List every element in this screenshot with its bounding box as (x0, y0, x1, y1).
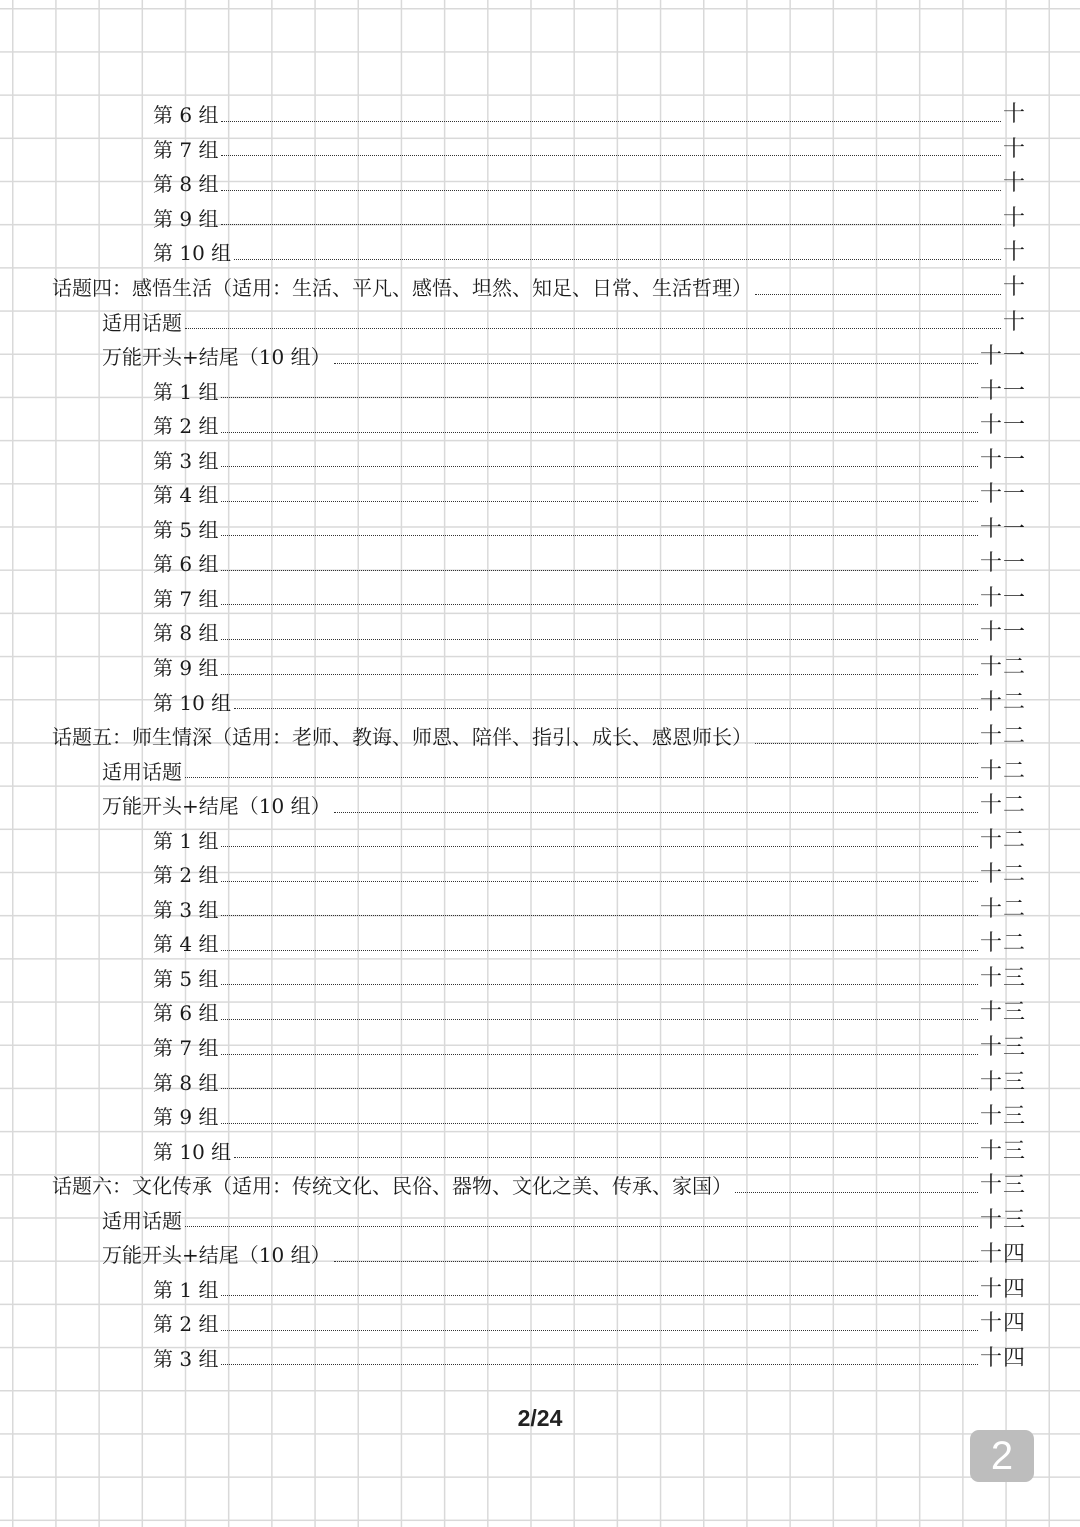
toc-dot-leader (221, 424, 978, 433)
toc-dot-leader (185, 769, 978, 778)
toc-entry (0, 1307, 1080, 1342)
toc-entry (0, 1031, 1080, 1066)
toc-entry (0, 1134, 1080, 1169)
toc-entry (0, 893, 1080, 928)
toc-dot-leader (221, 631, 978, 640)
toc-entry-page: 十一 (979, 516, 1026, 542)
toc-entry-label: 话题六：文化传承（适用：传统文化、民俗、器物、文化之美、传承、家国） (52, 1174, 732, 1199)
toc-entry-label: 第 3 组 (153, 448, 219, 473)
toc-entry-page: 十四 (979, 1311, 1026, 1337)
toc-dot-leader (221, 873, 978, 882)
toc-dot-leader (221, 942, 978, 951)
toc-entry (0, 858, 1080, 893)
toc-entry (0, 98, 1080, 133)
toc-entry-page: 十四 (979, 1276, 1026, 1302)
toc-entry-label: 第 7 组 (153, 586, 219, 611)
toc-entry-label: 第 1 组 (153, 1277, 219, 1302)
toc-entry-label: 第 10 组 (153, 241, 232, 266)
toc-entry-label: 第 9 组 (153, 1105, 219, 1130)
toc-entry-page: 十二 (979, 931, 1026, 957)
toc-entry-label: 适用话题 (102, 1208, 182, 1233)
toc-dot-leader (221, 666, 978, 675)
toc-entry (0, 1100, 1080, 1135)
toc-dot-leader (221, 527, 978, 536)
toc-entry (0, 1204, 1080, 1239)
toc-dot-leader (221, 1115, 978, 1124)
toc-entry-page: 十一 (979, 482, 1026, 508)
toc-entry-page: 十二 (979, 862, 1026, 888)
toc-entry-page: 十三 (979, 1138, 1026, 1164)
toc-entry-label: 第 7 组 (153, 1036, 219, 1061)
toc-entry (0, 927, 1080, 962)
toc-entry-label: 第 5 组 (153, 966, 219, 991)
toc-dot-leader (334, 1253, 978, 1262)
toc-entry-label: 第 7 组 (153, 137, 219, 162)
toc-entry-page: 十四 (979, 1345, 1026, 1371)
toc-entry-label: 第 4 组 (153, 932, 219, 957)
toc-dot-leader (221, 493, 978, 502)
toc-dot-leader (234, 251, 1001, 260)
toc-dot-leader (221, 907, 978, 916)
toc-dot-leader (221, 1356, 978, 1365)
toc-entry (0, 409, 1080, 444)
toc-entry-page: 十三 (979, 1207, 1026, 1233)
toc-entry-page: 十一 (979, 344, 1026, 370)
toc-entry (0, 996, 1080, 1031)
toc-entry-label: 万能开头+结尾（10 组） (102, 794, 331, 819)
toc-entry-label: 第 2 组 (153, 414, 219, 439)
toc-entry-page: 十一 (979, 620, 1026, 646)
toc-entry-page: 十二 (979, 689, 1026, 715)
toc-entry-page: 十一 (979, 551, 1026, 577)
toc-entry-label: 第 2 组 (153, 1312, 219, 1337)
toc-entry (0, 271, 1080, 306)
toc-entry (0, 720, 1080, 755)
toc-entry (0, 202, 1080, 237)
toc-entry-page: 十 (1002, 136, 1026, 162)
toc-entry-label: 万能开头+结尾（10 组） (102, 1243, 331, 1268)
toc-entry-page: 十二 (979, 793, 1026, 819)
toc-entry-label: 第 2 组 (153, 863, 219, 888)
toc-entry-page: 十二 (979, 758, 1026, 784)
toc-entry (0, 167, 1080, 202)
toc-entry-page: 十 (1002, 309, 1026, 335)
toc-dot-leader (221, 1011, 978, 1020)
toc-entry (0, 651, 1080, 686)
toc-entry-label: 第 10 组 (153, 690, 232, 715)
toc-entry-page: 十 (1002, 171, 1026, 197)
toc-dot-leader (221, 389, 978, 398)
toc-dot-leader (221, 1287, 978, 1296)
toc-dot-leader (234, 700, 978, 709)
toc-entry-page: 十一 (979, 447, 1026, 473)
toc-entry-label: 第 1 组 (153, 828, 219, 853)
toc-entry-page: 十 (1002, 275, 1026, 300)
toc-entry-label: 第 6 组 (153, 552, 219, 577)
toc-dot-leader (755, 735, 978, 744)
toc-entry-page: 十三 (979, 1104, 1026, 1130)
toc-entry (0, 547, 1080, 582)
toc-entry (0, 754, 1080, 789)
toc-entry (0, 340, 1080, 375)
toc-entry (0, 1169, 1080, 1204)
table-of-contents (0, 98, 1080, 1376)
toc-entry-label: 第 8 组 (153, 1070, 219, 1095)
toc-dot-leader (221, 113, 1001, 122)
toc-entry-label: 第 8 组 (153, 172, 219, 197)
toc-dot-leader (221, 562, 978, 571)
toc-dot-leader (221, 216, 1001, 225)
toc-entry (0, 1273, 1080, 1308)
toc-entry-page: 十一 (979, 585, 1026, 611)
toc-entry-page: 十三 (979, 965, 1026, 991)
toc-entry-label: 万能开头+结尾（10 组） (102, 345, 331, 370)
toc-entry-label: 第 8 组 (153, 621, 219, 646)
toc-dot-leader (221, 1046, 978, 1055)
toc-entry-label: 第 10 组 (153, 1139, 232, 1164)
toc-dot-leader (221, 147, 1001, 156)
toc-dot-leader (221, 182, 1001, 191)
toc-entry (0, 616, 1080, 651)
toc-entry-page: 十二 (979, 896, 1026, 922)
toc-entry-label: 第 6 组 (153, 103, 219, 128)
toc-dot-leader (221, 458, 978, 467)
toc-dot-leader (755, 286, 1001, 295)
toc-entry (0, 443, 1080, 478)
toc-dot-leader (735, 1184, 978, 1193)
toc-entry-page: 十四 (979, 1242, 1026, 1268)
toc-entry (0, 1065, 1080, 1100)
toc-entry (0, 236, 1080, 271)
toc-entry (0, 1342, 1080, 1377)
toc-dot-leader (185, 1218, 978, 1227)
toc-dot-leader (234, 1149, 978, 1158)
page-badge: 2 (970, 1430, 1034, 1482)
toc-entry-page: 十二 (979, 724, 1026, 750)
toc-entry (0, 789, 1080, 824)
toc-entry-label: 适用话题 (102, 759, 182, 784)
toc-entry-label: 第 3 组 (153, 897, 219, 922)
toc-dot-leader (221, 1080, 978, 1089)
toc-entry (0, 823, 1080, 858)
toc-dot-leader (185, 320, 1001, 329)
toc-dot-leader (334, 804, 978, 813)
toc-entry-page: 十一 (979, 413, 1026, 439)
toc-entry-page: 十二 (979, 827, 1026, 853)
toc-entry-page: 十三 (979, 1173, 1026, 1199)
toc-entry (0, 1238, 1080, 1273)
toc-entry (0, 133, 1080, 168)
toc-entry (0, 685, 1080, 720)
toc-entry-label: 第 3 组 (153, 1346, 219, 1371)
toc-entry-label: 第 4 组 (153, 483, 219, 508)
toc-entry (0, 513, 1080, 548)
toc-entry-page: 十一 (979, 378, 1026, 404)
toc-entry-page: 十 (1002, 102, 1026, 128)
toc-entry-label: 第 9 组 (153, 206, 219, 231)
toc-entry-label: 适用话题 (102, 310, 182, 335)
toc-entry-label: 话题五：师生情深（适用：老师、教诲、师恩、陪伴、指引、成长、感恩师长） (52, 725, 752, 750)
toc-dot-leader (221, 838, 978, 847)
toc-dot-leader (221, 1322, 978, 1331)
toc-entry (0, 374, 1080, 409)
toc-entry-page: 十二 (979, 655, 1026, 681)
toc-entry-page: 十三 (979, 1069, 1026, 1095)
page-number: 2/24 (517, 1405, 563, 1431)
toc-entry (0, 962, 1080, 997)
toc-entry (0, 305, 1080, 340)
toc-dot-leader (221, 596, 978, 605)
toc-dot-leader (221, 976, 978, 985)
toc-entry-page: 十 (1002, 240, 1026, 266)
toc-entry (0, 582, 1080, 617)
toc-entry-label: 话题四：感悟生活（适用：生活、平凡、感悟、坦然、知足、日常、生活哲理） (52, 276, 752, 300)
toc-entry (0, 478, 1080, 513)
toc-entry-label: 第 9 组 (153, 656, 219, 681)
toc-entry-label: 第 5 组 (153, 517, 219, 542)
toc-entry-page: 十三 (979, 1000, 1026, 1026)
toc-dot-leader (334, 355, 978, 364)
toc-entry-label: 第 6 组 (153, 1001, 219, 1026)
toc-entry-label: 第 1 组 (153, 379, 219, 404)
toc-entry-page: 十三 (979, 1035, 1026, 1061)
toc-entry-page: 十 (1002, 205, 1026, 231)
